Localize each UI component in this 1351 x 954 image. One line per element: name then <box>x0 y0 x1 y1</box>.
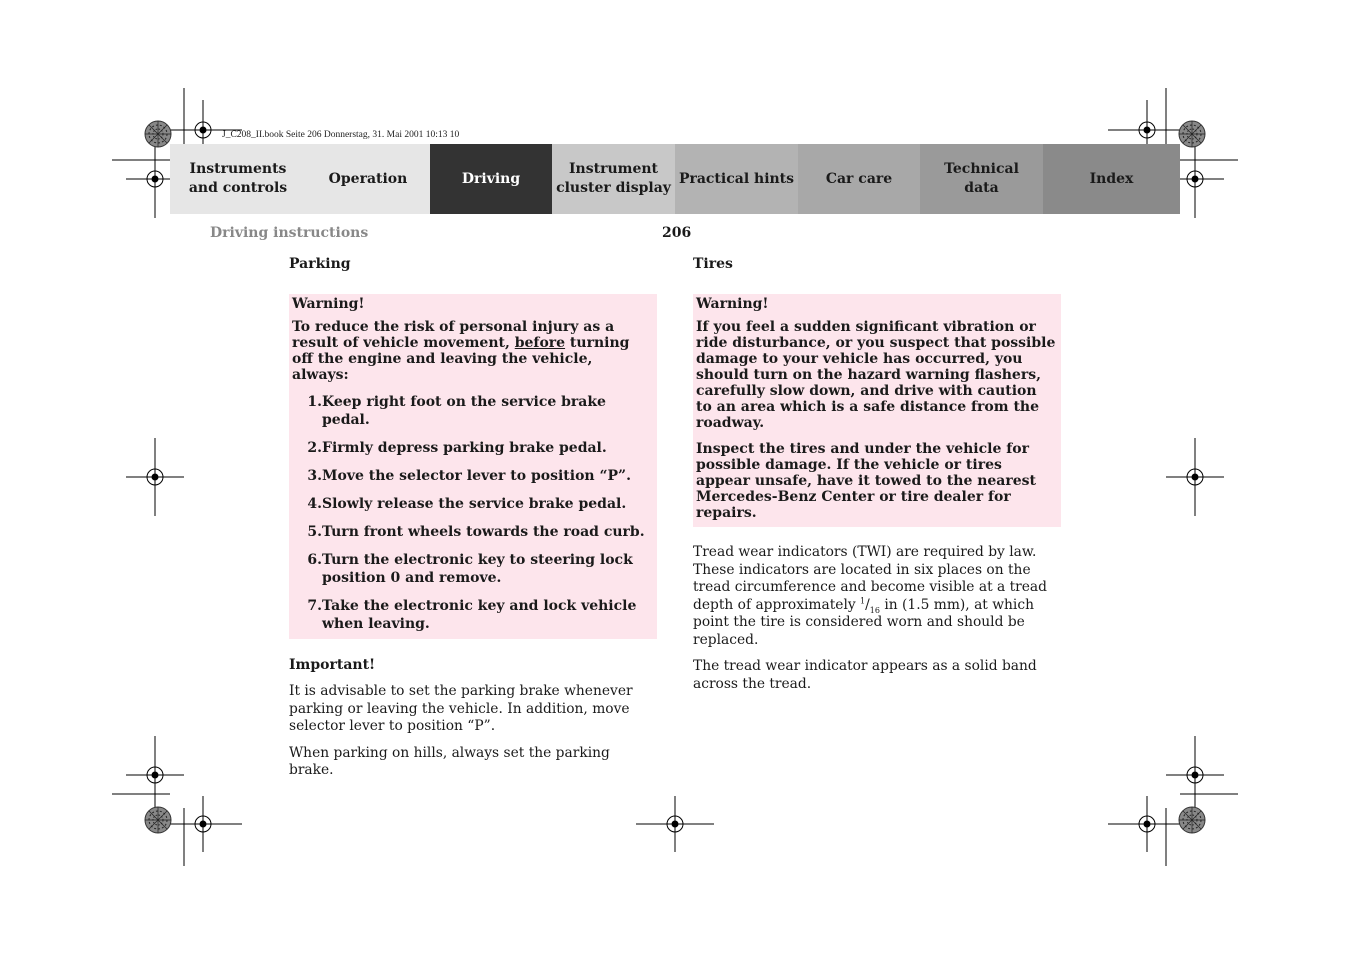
tab-label: Index <box>1089 170 1134 187</box>
list-item: 4. Slowly release the service brake pedal. <box>307 496 627 512</box>
parking-paragraph-1: It is advisable to set the parking brake whenever parking or leaving the vehicle. In addition, move selector lever to position “P”. <box>289 683 633 734</box>
tab-practical-hints[interactable] <box>675 144 798 214</box>
tab-label: data <box>964 180 999 196</box>
warning-paragraph-2: Inspect the tires and under the vehicle for possible damage. If the vehicle or tires appear unsafe, have it towed to the nearest Mercedes-Benz Center or tire dealer for repairs. <box>696 441 1037 521</box>
right-column <box>693 256 1061 702</box>
list-item: 7. Take the electronic key and lock vehicle when leaving. <box>307 598 637 632</box>
tab-label: Car care <box>825 170 893 187</box>
list-item: 5. Turn front wheels towards the road curb. <box>307 524 645 540</box>
warning-title: Warning! <box>696 296 769 312</box>
tab-label: cluster display <box>556 180 671 196</box>
tab-index[interactable] <box>1043 144 1180 214</box>
tab-instrument-cluster-display[interactable] <box>552 144 675 214</box>
left-column <box>289 256 657 789</box>
tires-warning-box <box>693 294 1061 527</box>
tab-label: Instruments <box>189 161 287 177</box>
parking-steps <box>292 393 653 633</box>
tab-operation[interactable] <box>306 144 430 214</box>
tab-label: Instrument <box>569 161 658 177</box>
tab-bar <box>170 144 1180 214</box>
tab-label: Technical <box>944 161 1019 177</box>
tread-paragraph-1: Tread wear indicators (TWI) are required by law. These indicators are located in six places on the tread circumference and become visible at a tread depth of approximately $^1/_{16}$ in (1.5 mm), at which point the tire is considered worn and should be replaced. <box>693 544 1047 648</box>
list-item: 1. Keep right foot on the service brake pedal. <box>307 394 606 428</box>
page-number: 206 <box>662 225 692 241</box>
warning-title: Warning! <box>292 296 365 312</box>
tab-driving[interactable] <box>430 144 552 214</box>
tab-label: Operation <box>328 170 408 187</box>
list-item: 3. Move the selector lever to position “P”. <box>307 468 631 484</box>
warning-intro: To reduce the risk of personal injury as a result of vehicle movement, before turning off the engine and leaving the vehicle, always: <box>292 319 630 383</box>
important-heading: Important! <box>289 657 376 673</box>
tab-technical-data[interactable] <box>920 144 1043 214</box>
tab-car-care[interactable] <box>798 144 920 214</box>
file-info: J_C208_II.book Seite 206 Donnerstag, 31. Mai 2001 10:13 10 <box>222 130 460 140</box>
parking-warning-box <box>289 294 657 639</box>
list-item: 6. Turn the electronic key to steering lock position 0 and remove. <box>307 552 633 586</box>
tires-heading: Tires <box>693 256 733 272</box>
parking-heading: Parking <box>289 256 351 272</box>
tab-label: and controls <box>188 180 288 196</box>
tab-label: Driving <box>461 170 521 187</box>
tab-label: Practical hints <box>678 170 795 187</box>
section-title: Driving instructions <box>210 225 369 241</box>
tab-instruments-and-controls[interactable] <box>170 144 306 214</box>
tread-paragraph-2: The tread wear indicator appears as a solid band across the tread. <box>693 658 1037 692</box>
parking-paragraph-2: When parking on hills, always set the parking brake. <box>289 744 610 778</box>
list-item: 2. Firmly depress parking brake pedal. <box>307 440 607 456</box>
warning-paragraph-1: If you feel a sudden significant vibration or ride disturbance, or you suspect that possible damage to your vehicle has occurred, you should turn on the hazard warning flashers, carefully slow down, and drive with caution to an area which is a safe distance from the roadway. <box>696 319 1056 431</box>
